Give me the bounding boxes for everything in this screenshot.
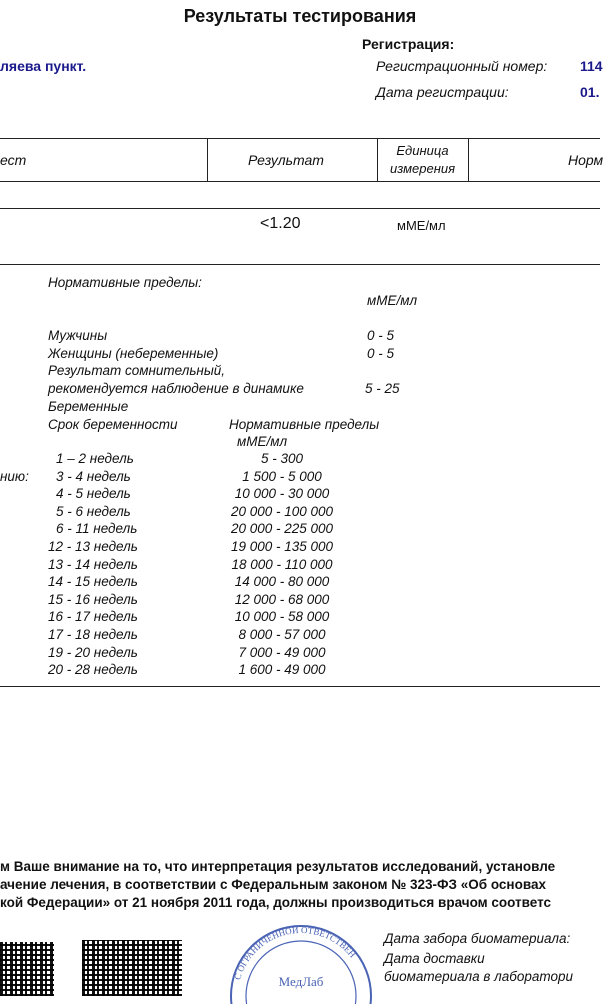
pregnancy-term: 5 - 6 недель — [56, 503, 131, 519]
pregnancy-range: 10 000 - 30 000 — [234, 486, 330, 502]
limits-header: Нормативные пределы — [229, 417, 380, 432]
organization-stamp — [226, 924, 376, 1004]
women-label: Женщины (небеременные) — [48, 346, 219, 361]
pregnancy-term: 12 - 13 недель — [48, 539, 138, 554]
stamp-top-text: С ОГРАНИЧЕННОЙ ОТВЕТСТВЕН — [232, 924, 358, 981]
pregnancy-range: 19 000 - 135 000 — [230, 539, 334, 554]
pregnancy-range: 1 500 - 5 000 — [242, 468, 322, 484]
pregnancy-range: 12 000 - 68 000 — [234, 591, 330, 607]
table-header-bottom-border — [0, 181, 600, 182]
pregnancy-term: 6 - 11 недель — [56, 521, 138, 537]
result-unit: мМЕ/мл — [397, 218, 446, 233]
women-value: 0 - 5 — [367, 346, 395, 361]
col-header-norm: Норм — [568, 152, 603, 168]
reg-number-label: Регистрационный номер: — [376, 58, 548, 74]
pregnancy-range: 18 000 - 110 000 — [231, 556, 333, 572]
stamp-center-text: МедЛаб — [278, 974, 324, 989]
result-value: <1.20 — [260, 215, 301, 232]
notice-line-2: ачение лечения, в соответствии с Федеральным законом № 323-ФЗ «Об основах — [0, 877, 546, 892]
col-header-test: ест — [0, 152, 27, 168]
reg-date-label: Дата регистрации: — [376, 84, 509, 100]
pregnancy-term: 17 - 18 недель — [48, 627, 138, 642]
col-header-result: Результат — [248, 152, 324, 168]
delivery-label-line2: биоматериала в лаборатори — [384, 969, 574, 984]
document-title: Результаты тестирования — [183, 6, 417, 26]
notice-line-3: кой Федерации» от 21 ноября 2011 года, должны производиться врачом соответс — [0, 895, 552, 910]
table-top-border — [0, 138, 600, 139]
pregnancy-range: 20 000 - 100 000 — [230, 503, 334, 519]
doubtful-value: 5 - 25 — [365, 381, 400, 396]
pregnancy-term: 14 - 15 недель — [48, 574, 138, 590]
pregnancy-term: 16 - 17 недель — [48, 609, 138, 625]
pregnancy-term: 19 - 20 недель — [48, 644, 138, 660]
doubtful-label-line2: рекомендуется наблюдение в динамике — [48, 381, 304, 396]
pregnancy-range: 8 000 - 57 000 — [238, 627, 326, 642]
pregnancy-range: 1 600 - 49 000 — [238, 662, 326, 678]
reg-date-value: 01. — [580, 84, 600, 100]
qr-code-left — [0, 942, 54, 996]
result-row-top-border — [0, 208, 600, 209]
sample-date-label: Дата забора биоматериала: — [384, 931, 571, 946]
pregnancy-range: 7 000 - 49 000 — [238, 644, 326, 660]
result-row-bottom-border — [0, 264, 600, 265]
pregnancy-range: 20 000 - 225 000 — [230, 521, 334, 537]
reference-bottom-border — [0, 686, 600, 687]
col-divider-3 — [468, 138, 469, 181]
reg-number-value: 114 — [580, 58, 603, 74]
clinic-name: ляева пункт. — [0, 58, 87, 74]
reference-unit: мМЕ/мл — [367, 293, 418, 308]
col-divider-1 — [207, 138, 208, 181]
delivery-label-line1: Дата доставки — [384, 951, 485, 966]
men-label: Мужчины — [48, 328, 108, 343]
pregnancy-term: 1 – 2 недель — [56, 451, 134, 466]
pregnancy-range: 14 000 - 80 000 — [234, 574, 330, 590]
pregnancy-term: 4 - 5 недель — [56, 486, 131, 502]
col-header-unit-line2: измерения — [389, 161, 456, 176]
pregnancy-range: 5 - 300 — [260, 451, 304, 466]
col-header-unit-line1: Единица — [396, 143, 449, 158]
pregnancy-term: 15 - 16 недель — [48, 591, 138, 607]
limits-unit: мМЕ/мл — [237, 434, 288, 449]
side-fragment: нию: — [0, 469, 29, 484]
men-value: 0 - 5 — [367, 328, 395, 343]
qr-code-right — [82, 940, 182, 996]
term-header: Срок беременности — [48, 417, 178, 432]
registration-heading: Регистрация: — [362, 36, 455, 52]
pregnancy-term: 3 - 4 недель — [56, 468, 131, 484]
doubtful-label-line1: Результат сомнительный, — [48, 363, 226, 378]
notice-line-1: м Ваше внимание на то, что интерпретация результатов исследований, установле — [0, 859, 556, 874]
pregnant-label: Беременные — [48, 399, 129, 414]
pregnancy-term: 20 - 28 недель — [48, 662, 138, 678]
reference-heading: Нормативные пределы: — [48, 275, 202, 290]
pregnancy-range: 10 000 - 58 000 — [234, 609, 330, 625]
pregnancy-term: 13 - 14 недель — [48, 556, 138, 572]
